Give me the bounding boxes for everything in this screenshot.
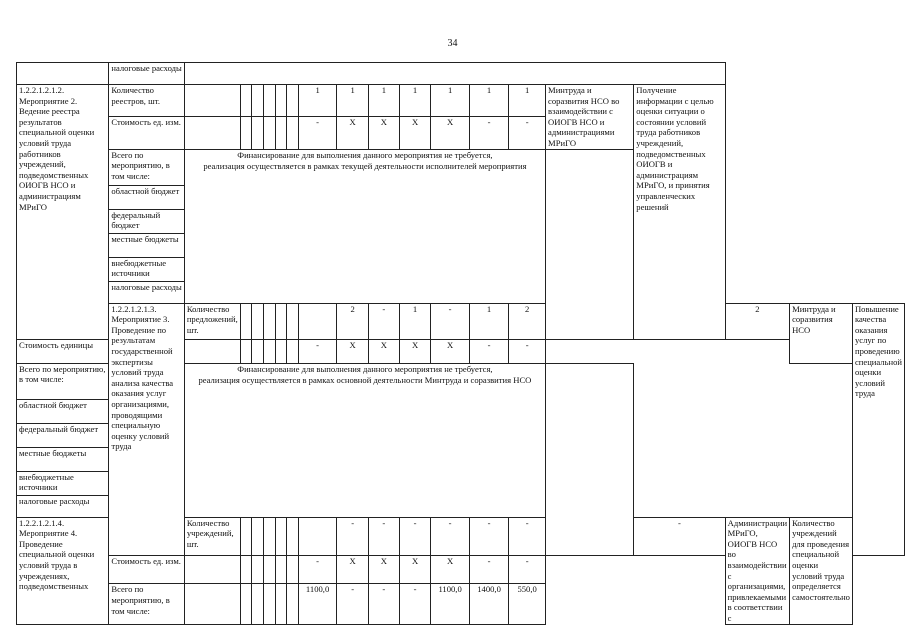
value-cell: 1	[298, 85, 337, 117]
activity-name: 1.2.2.1.2.1.3. Мероприятие 3. Проведение по результатам государственной экспертизы условий труда анализа качества оказания услуг организациями, проводящими специальную оценку условий труда	[109, 303, 184, 556]
source-label: внебюджетные источники	[17, 471, 109, 495]
value-cell: 1	[469, 303, 508, 339]
funding-note-line: Финансирование для выполнения данного мероприятия не требуется,	[237, 363, 493, 374]
funding-label: Всего по мероприятию, в том числе:	[109, 584, 184, 624]
source-label: внебюджетные источники	[109, 257, 184, 281]
result-cell: Получение информации с целью оценки ситуации о состоянии условий труда работников учреждений, подведомственных ОИОГВ и администрациям МРиГО, и принятия управленческих решений	[634, 85, 725, 340]
continuation-row	[17, 63, 905, 85]
source-label: областной бюджет	[109, 185, 184, 209]
value-cell: -	[634, 517, 725, 556]
value-cell: X	[399, 556, 430, 584]
value-cell: -	[431, 303, 470, 339]
value-cell: -	[431, 517, 470, 556]
value-cell: X	[368, 117, 399, 149]
value-cell: -	[509, 517, 546, 556]
indicator-label: Количество предложений, шт.	[184, 303, 240, 339]
executor-cell: Минтруда и соразвития НСО во взаимодействии с ОИОГВ НСО и администрациями МРиГО	[546, 85, 634, 150]
source-label: местные бюджеты	[109, 233, 184, 257]
value-cell: 1	[368, 85, 399, 117]
funding-note-line: Финансирование для выполнения данного мероприятия не требуется,	[237, 149, 493, 160]
source-label: федеральный бюджет	[17, 423, 109, 447]
executor-cell-empty	[546, 363, 634, 556]
executor-cell: Администрации МРиГО, ОИОГВ НСО во взаимодействии с организациями, привлекаемыми в соответствии с	[725, 517, 789, 624]
funding-note-line: реализация осуществляется в рамках текущей деятельности исполнителей мероприятия	[203, 160, 527, 171]
indicator-label: налоговые расходы	[109, 63, 184, 85]
indicator-label: Количество реестров, шт.	[109, 85, 184, 117]
indicator-label: Стоимость ед. изм.	[109, 117, 184, 149]
value-cell: -	[469, 517, 508, 556]
value-cell: X	[337, 117, 368, 149]
source-label: местные бюджеты	[17, 447, 109, 471]
value-cell: -	[509, 117, 546, 149]
page-number: 34	[447, 38, 458, 49]
result-cell: Повышение качества оказания услуг по проведению специальной оценки условий труда	[852, 303, 904, 556]
value-cell: 1400,0	[469, 584, 508, 624]
table-row	[17, 149, 905, 185]
value-cell: -	[469, 117, 508, 149]
value-cell: -	[399, 517, 430, 556]
value-cell: -	[298, 556, 337, 584]
activity-name: 1.2.2.1.2.1.4. Мероприятие 4. Проведение специальной оценки условий труда в учреждениях, подведомственных	[17, 517, 109, 624]
table-row	[17, 85, 905, 117]
value-cell: X	[431, 339, 470, 363]
value-cell: 2	[337, 303, 368, 339]
program-table	[16, 62, 905, 625]
source-label: налоговые расходы	[17, 495, 109, 517]
funding-label: Всего по мероприятию, в том числе:	[17, 363, 109, 399]
value-cell: -	[368, 303, 399, 339]
value-cell: -	[368, 584, 399, 624]
result-cell: Количество учреждений для проведения специальной оценки условий труда определяется самостоятельно	[790, 517, 853, 624]
value-cell: X	[399, 117, 430, 149]
indicator-label: Количество учреждений, шт.	[184, 517, 240, 556]
value-cell: 1	[337, 85, 368, 117]
source-label: областной бюджет	[17, 399, 109, 423]
value-cell: 1	[399, 85, 430, 117]
table-row	[17, 303, 905, 339]
value-cell: -	[337, 584, 368, 624]
value-cell: -	[399, 584, 430, 624]
source-label: федеральный бюджет	[109, 209, 184, 233]
source-label: налоговые расходы	[109, 281, 184, 303]
table-row	[17, 117, 905, 149]
value-cell: -	[469, 339, 508, 363]
indicator-label: Стоимость ед. изм.	[109, 556, 184, 584]
value-cell: 2	[509, 303, 546, 339]
value-cell: -	[509, 339, 546, 363]
value-cell: X	[337, 339, 368, 363]
value-cell: 1100,0	[431, 584, 470, 624]
funding-note	[184, 149, 545, 303]
value-cell: -	[337, 517, 368, 556]
value-cell: X	[431, 117, 470, 149]
value-cell: -	[368, 517, 399, 556]
value-cell: X	[368, 556, 399, 584]
value-cell: X	[368, 339, 399, 363]
indicator-label: Стоимость единицы	[17, 339, 109, 363]
value-cell: -	[509, 556, 546, 584]
funding-note-line: реализация осуществляется в рамках основной деятельности Минтруда и соразвития НСО	[198, 374, 532, 385]
value-cell: 1100,0	[298, 584, 337, 624]
value-cell: 1	[509, 85, 546, 117]
value-cell: X	[399, 339, 430, 363]
executor-cell: Минтруда и соразвития НСО	[790, 303, 853, 363]
value-cell: -	[469, 556, 508, 584]
value-cell: 1	[431, 85, 470, 117]
funding-label: Всего по мероприятию, в том числе:	[109, 149, 184, 185]
value-cell: 550,0	[509, 584, 546, 624]
value-cell: -	[298, 339, 337, 363]
funding-note	[184, 363, 545, 517]
value-cell: 2	[725, 303, 789, 339]
value-cell: -	[298, 117, 337, 149]
value-cell: 1	[399, 303, 430, 339]
value-cell: X	[337, 556, 368, 584]
activity-name: 1.2.2.1.2.1.2. Мероприятие 2. Ведение реестра результатов специальной оценки условий труда работников учреждений, подведомственных ОИОГВ НСО и администрациям МРиГО	[17, 85, 109, 340]
executor-cell-empty	[546, 149, 634, 339]
value-cell: 1	[469, 85, 508, 117]
value-cell: X	[431, 556, 470, 584]
